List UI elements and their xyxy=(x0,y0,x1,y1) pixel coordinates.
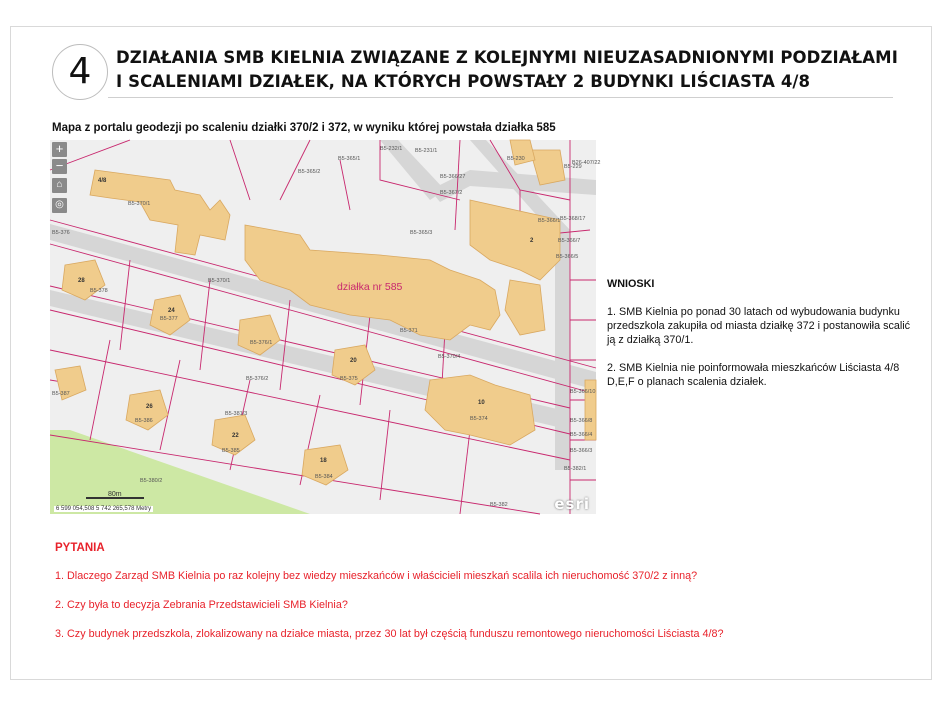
parcel-label: B5-370/1 xyxy=(208,278,231,284)
parcel-label: B5-381/3 xyxy=(225,411,248,417)
parcel-label: B5-382/1 xyxy=(564,466,587,472)
parcel-label: B5-387 xyxy=(52,391,70,397)
house-number: 26 xyxy=(146,404,153,410)
parcel-label: B5-376/1 xyxy=(250,340,273,346)
parcel-label: B5-366/5 xyxy=(556,254,579,260)
cadastral-map[interactable] xyxy=(50,140,601,514)
conclusions-heading: WNIOSKI xyxy=(607,278,655,290)
map-canvas xyxy=(50,140,601,514)
building-10 xyxy=(425,375,535,445)
parcel-label: B5-378 xyxy=(90,288,108,294)
parcel-label: B5-366/7 xyxy=(558,238,581,244)
house-number: 18 xyxy=(320,458,327,464)
parcel-label: B5-370/1 xyxy=(128,201,151,207)
house-number: 10 xyxy=(478,400,485,406)
parcel-label: B5-366/1 xyxy=(538,218,561,224)
conclusion-item: 2. SMB Kielnia nie poinformowała mieszkańców Liściasta 4/8 D,E,F o planach scalenia działek. xyxy=(607,362,900,388)
question-item: 1. Dlaczego Zarząd SMB Kielnia po raz kolejny bez wiedzy mieszkańców i właścicieli mieszkań scalila ich nieruchomość 370/2 z inną? xyxy=(55,570,698,582)
scale-label: 80m xyxy=(108,491,122,498)
parcel-label: B5-384 xyxy=(315,474,333,480)
coordinate-readout: 6 599 054,508 5 742 265,578 Metry xyxy=(56,506,152,512)
parcel-label: B5-365/2 xyxy=(298,169,321,175)
slide-title-line-2: I SCALENIAMI DZIAŁEK, NA KTÓRYCH POWSTAŁY 2 BUDYNKI LIŚCIASTA 4/8 xyxy=(116,72,811,91)
parcel-label: B5-374 xyxy=(470,416,488,422)
parcel-label: B5-232/1 xyxy=(380,146,403,152)
title-divider xyxy=(108,97,893,98)
house-number: 4/8 xyxy=(98,178,107,184)
question-item: 2. Czy była to decyzja Zebrania Przedstawicieli SMB Kielnia? xyxy=(55,599,348,611)
parcel-label: B5-371 xyxy=(400,328,418,334)
questions-heading: PYTANIA xyxy=(55,542,105,554)
parcel-label: B5-380/2 xyxy=(140,478,163,484)
parcel-label: B5-366/27 xyxy=(440,174,466,180)
parcel-label: B5-366/10 xyxy=(570,389,596,395)
parcel-label: B5-366/8 xyxy=(570,418,593,424)
parcel-label: B5-230 xyxy=(507,156,525,162)
parcel-label: B5-229 xyxy=(564,164,582,170)
parcel-label: B5-366/4 xyxy=(570,432,593,438)
question-item: 3. Czy budynek przedszkola, zlokalizowany na działce miasta, przez 30 lat był częścią funduszu remontowego nieruchomości Liściasta 4/8? xyxy=(55,628,724,640)
parcel-label: B5-367/2 xyxy=(440,190,463,196)
parcel-label: B5-365/1 xyxy=(338,156,361,162)
house-number: 2 xyxy=(530,238,534,244)
parcel-label: B5-366/3 xyxy=(570,448,593,454)
building-east xyxy=(505,280,545,335)
slide-title-line-1: DZIAŁANIA SMB KIELNIA ZWIĄZANE Z KOLEJNYMI NIEUZASADNIONYMI PODZIAŁAMI xyxy=(116,48,898,67)
parcel-label: B5-377 xyxy=(160,316,178,322)
parcel-label: B5-231/1 xyxy=(415,148,438,154)
slide-title xyxy=(116,46,896,94)
house-number: 28 xyxy=(78,278,85,284)
parcel-label: B5-385 xyxy=(222,448,240,454)
home-icon[interactable]: ⌂ xyxy=(52,178,67,193)
house-number: 20 xyxy=(350,358,357,364)
parcel-label: B5-386 xyxy=(135,418,153,424)
slide-number: 4 xyxy=(68,51,92,92)
parcel-label: B5-365/3 xyxy=(410,230,433,236)
parcel-label: B5-368/17 xyxy=(560,216,586,222)
parcel-label: B5-375 xyxy=(340,376,358,382)
parcel-585-label: działka nr 585 xyxy=(337,281,403,293)
parcel-label: B5-370/4 xyxy=(438,354,461,360)
zoom-in-button[interactable]: + xyxy=(52,142,67,157)
conclusion-item: 1. SMB Kielnia po ponad 30 latach od wybudowania budynku przedszkola zakupiła od miasta działkę 372 i postanowiła scalić ją z działką 370/1. xyxy=(607,306,911,346)
conclusions-block xyxy=(607,277,917,403)
building-26 xyxy=(126,390,168,430)
zoom-out-button[interactable]: − xyxy=(52,159,67,174)
map-caption: Mapa z portalu geodezji po scaleniu działki 370/2 i 372, w wyniku której powstała działka 585 xyxy=(52,122,556,134)
parcel-label: B5-376 xyxy=(52,230,70,236)
house-number: 24 xyxy=(168,308,175,314)
esri-logo: esri xyxy=(554,495,590,513)
locate-icon[interactable]: ◎ xyxy=(52,198,67,213)
parcel-label: B5-382 xyxy=(490,502,508,508)
parcel-label: B26-407/22 xyxy=(572,160,601,166)
house-number: 22 xyxy=(232,433,239,439)
parcel-label: B5-376/2 xyxy=(246,376,269,382)
